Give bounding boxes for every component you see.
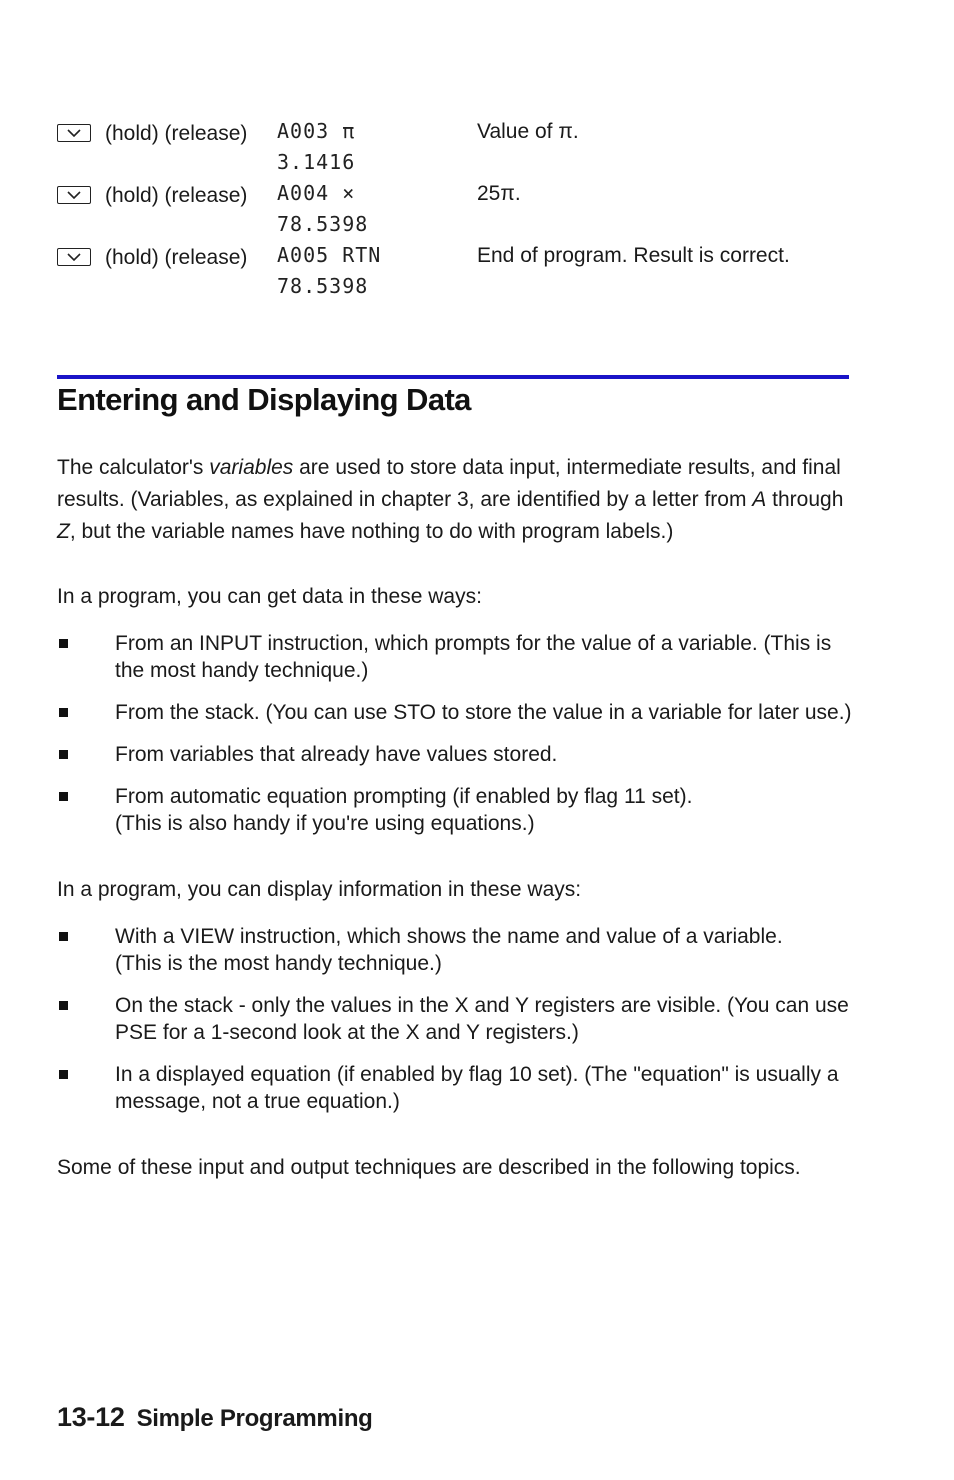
step-row-2 bbox=[57, 182, 857, 244]
input-heading: In a program, you can get data in these ways: bbox=[57, 585, 482, 608]
section-rule bbox=[57, 375, 849, 379]
step-description: End of program. Result is correct. bbox=[477, 244, 790, 267]
lcd-line-1: A003 π bbox=[277, 119, 356, 143]
lcd-line-2: 78.5398 bbox=[277, 212, 369, 236]
closing-paragraph: Some of these input and output techniques are described in the following topics. bbox=[57, 1156, 801, 1179]
lcd-line-2: 3.1416 bbox=[277, 150, 356, 174]
bullet-square-icon bbox=[59, 932, 68, 941]
step-action: (hold) (release) bbox=[105, 246, 248, 269]
bullet-square-icon bbox=[59, 750, 68, 759]
step-description: 25π. bbox=[477, 182, 521, 205]
section-title: Entering and Displaying Data bbox=[57, 382, 471, 417]
down-arrow-key-icon bbox=[57, 186, 91, 204]
bullet-square-icon bbox=[59, 639, 68, 648]
lcd-line-2: 78.5398 bbox=[277, 274, 369, 298]
lcd-line-1: A004 × bbox=[277, 181, 356, 205]
down-arrow-key-icon bbox=[57, 124, 91, 142]
display-heading: In a program, you can display information in these ways: bbox=[57, 878, 582, 901]
bullet-square-icon bbox=[59, 792, 68, 801]
step-description: Value of π. bbox=[477, 120, 579, 143]
page-number: 13-12 bbox=[57, 1402, 125, 1432]
step-row-3 bbox=[57, 244, 857, 306]
bullet-square-icon bbox=[59, 1070, 68, 1079]
footer-section-name: Simple Programming bbox=[136, 1405, 373, 1432]
intro-paragraph: The calculator's variables are used to store data input, intermediate results, and final results. (Variables, as explained in chapter 3, are identified by a letter from A through Z, but the variable names have nothing to do with program labels.) bbox=[57, 456, 844, 543]
page-footer bbox=[57, 1402, 373, 1433]
lcd-line-1: A005 RTN bbox=[277, 243, 382, 267]
lcd-display bbox=[277, 178, 368, 240]
step-row-1 bbox=[57, 120, 857, 182]
bullet-square-icon bbox=[59, 1001, 68, 1010]
lcd-display bbox=[277, 116, 355, 178]
step-action: (hold) (release) bbox=[105, 184, 248, 207]
lcd-display bbox=[277, 240, 381, 302]
bullet-square-icon bbox=[59, 708, 68, 717]
down-arrow-key-icon bbox=[57, 248, 91, 266]
step-action: (hold) (release) bbox=[105, 122, 248, 145]
